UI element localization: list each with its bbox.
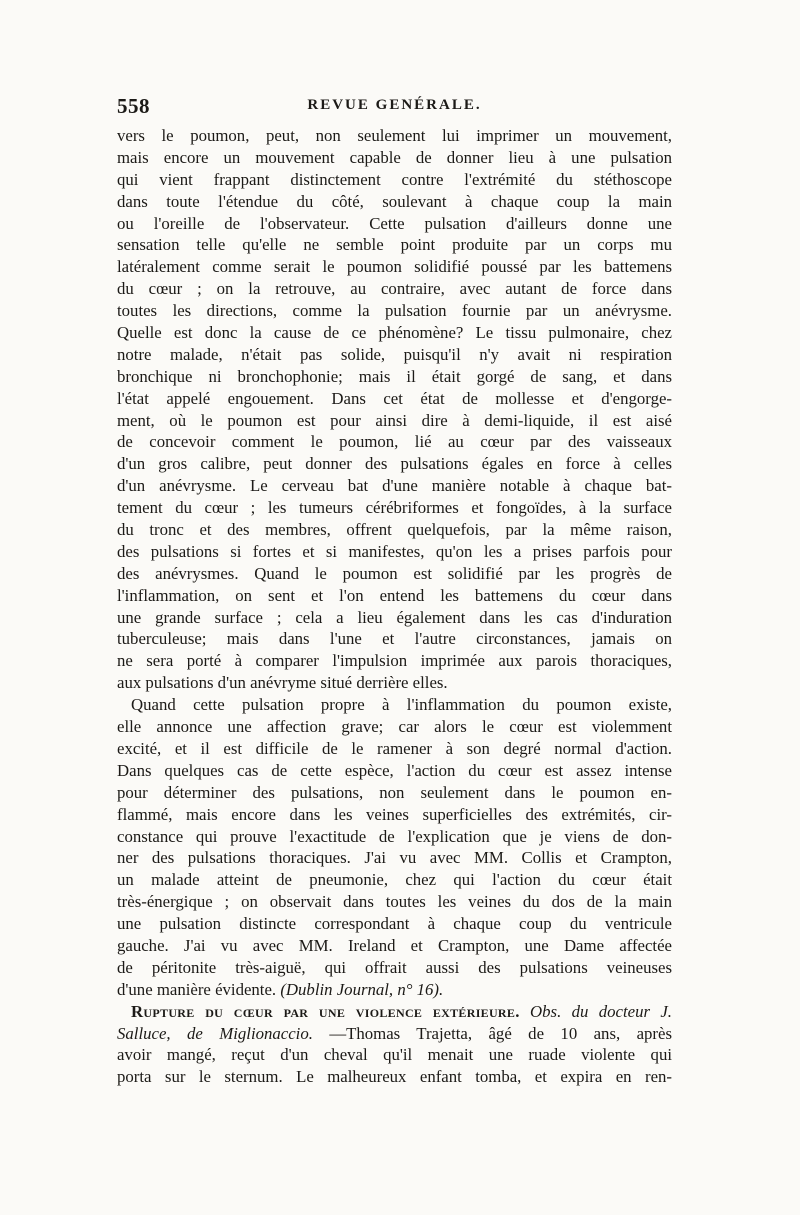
text-line: [117, 1023, 672, 1045]
text-line: un malade atteint de pneumonie, chez qui l'action du cœur était: [117, 870, 672, 890]
text-line: sensation telle qu'elle ne semble point produite par un corps mu: [117, 235, 672, 255]
text-line: bronchique ni bronchophonie; mais il était gorgé de sang, et dans: [117, 366, 672, 386]
text-line: tement du cœur ; les tumeurs cérébriformes et fongoïdes, à la surface: [117, 498, 672, 518]
text-line-with-citation: [117, 979, 672, 1001]
text-line: d'un gros calibre, peut donner des pulsations égales en force à celles: [117, 454, 672, 474]
text-line: dans toute l'étendue du côté, soulevant à chaque coup la main: [117, 191, 672, 211]
text-line: d'un anévrysme. Le cerveau bat d'une manière notable à chaque bat-: [117, 476, 672, 496]
text-line: vers le poumon, peut, non seulement lui imprimer un mouvement,: [117, 126, 672, 145]
text-line: l'inflammation, on sent et l'on entend les battemens du cœur dans: [117, 585, 672, 605]
text-line: très-énergique ; on observait dans toutes les veines du dos de la main: [117, 892, 672, 912]
text-line: toutes les directions, comme la pulsation fournie par un anévrysme.: [117, 301, 672, 321]
text-line: de concevoir comment le poumon, lié au cœur par des vaisseaux: [117, 432, 672, 452]
line-text: —Thomas Trajetta, âgé de 10 ans, après: [329, 1023, 672, 1043]
text-line: avoir mangé, reçut d'un cheval qu'il menait une ruade violente qui: [117, 1045, 672, 1065]
text-line: mais encore un mouvement capable de donner lieu à une pulsation: [117, 147, 672, 167]
journal-citation: (Dublin Journal, n° 16).: [280, 979, 444, 999]
text-line: l'état appelé engouement. Dans cet état de mollesse et d'engorge-: [117, 388, 672, 408]
text-line: ou l'oreille de l'observateur. Cette pulsation d'ailleurs donne une: [117, 213, 672, 233]
line-text: d'une manière évidente.: [117, 979, 277, 999]
observation-label: Obs. du docteur J.: [530, 1001, 672, 1021]
text-line: une grande surface ; cela a lieu également dans les cas d'induration: [117, 607, 672, 627]
text-line: tuberculeuse; mais dans l'une et l'autre circonstances, jamais on: [117, 629, 672, 649]
body-text: [117, 125, 672, 1088]
text-line: flammé, mais encore dans les veines superficielles des extrémités, cir-: [117, 804, 672, 824]
text-line: une pulsation distincte correspondant à chaque coup du ventricule: [117, 914, 672, 934]
text-line: Dans quelques cas de cette espèce, l'action du cœur est assez intense: [117, 760, 672, 780]
observation-author: Salluce, de Miglionaccio.: [117, 1023, 313, 1043]
running-title: REVUE GENÉRALE.: [307, 97, 482, 113]
text-line: gauche. J'ai vu avec MM. Ireland et Crampton, une Dame affectée: [117, 935, 672, 955]
text-line: ne sera porté à comparer l'impulsion imprimée aux parois thoraciques,: [117, 651, 672, 671]
text-line: aux pulsations d'un anévryme situé derrière elles.: [117, 673, 448, 693]
text-line: Quelle est donc la cause de ce phénomène? Le tissu pulmonaire, chez: [117, 323, 672, 343]
text-line: ment, où le poumon est pour ainsi dire à demi-liquide, il est aisé: [117, 410, 672, 430]
text-line: ner des pulsations thoraciques. J'ai vu avec MM. Collis et Crampton,: [117, 848, 672, 868]
text-line: pour déterminer des pulsations, non seulement dans le poumon en-: [117, 782, 672, 802]
paragraph-start-line: Quand cette pulsation propre à l'inflammation du poumon existe,: [131, 695, 672, 715]
text-line: du tronc et des membres, offrent quelquefois, par la même raison,: [117, 520, 672, 540]
section-heading-line: [117, 1001, 672, 1023]
text-line: notre malade, n'était pas solide, puisqu'il n'y avait ni respiration: [117, 344, 672, 364]
section-heading: Rupture du cœur par une violence extérieure.: [131, 1001, 520, 1021]
text-line: des anévrysmes. Quand le poumon est solidifié par les progrès de: [117, 563, 672, 583]
text-line: porta sur le sternum. Le malheureux enfant tomba, et expira en ren-: [117, 1067, 672, 1087]
text-line: constance qui prouve l'exactitude de l'explication que je viens de don-: [117, 826, 672, 846]
text-line: des pulsations si fortes et si manifestes, qu'on les a prises parfois pour: [117, 541, 672, 561]
text-line: elle annonce une affection grave; car alors le cœur est violemment: [117, 717, 672, 737]
text-line: excité, et il est difficile de le ramener à son degré normal d'action.: [117, 738, 672, 758]
text-line: latéralement comme serait le poumon solidifié poussé par les battemens: [117, 257, 672, 277]
text-line: qui vient frappant distinctement contre l'extrémité du stéthoscope: [117, 169, 672, 189]
text-line: du cœur ; on la retrouve, au contraire, avec autant de force dans: [117, 279, 672, 299]
page-header: [117, 94, 672, 118]
text-line: de péritonite très-aiguë, qui offrait aussi des pulsations veineuses: [117, 957, 672, 977]
page-number: 558: [117, 94, 150, 118]
